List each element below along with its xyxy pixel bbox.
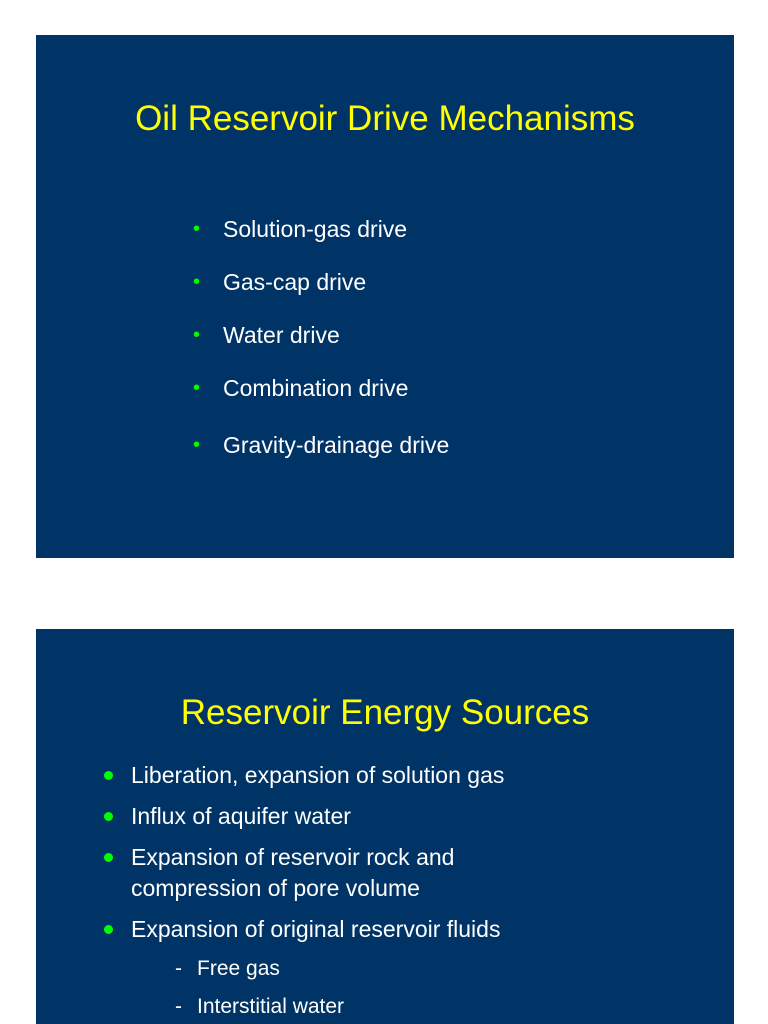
list-item [193,215,693,243]
bullet-list [193,215,693,485]
list-item-text: Gravity-drainage drive [223,432,450,458]
sub-list-item-text: Free gas [197,957,280,980]
sub-list-item-text: Interstitial water [197,995,345,1018]
list-item-text: compression of pore volume [131,875,420,901]
slide-title: Oil Reservoir Drive Mechanisms [135,99,635,138]
slide-drive-mechanisms [36,35,734,558]
bullet-icon [104,925,113,934]
list-item [193,431,693,459]
list-item-text: Combination drive [223,375,409,401]
bullet-icon: • [193,324,201,346]
bullet-icon: • [193,434,201,456]
bullet-icon [104,853,113,862]
list-item [193,374,693,402]
list-item-text: Expansion of original reservoir fluids [131,916,501,942]
list-item-text: Liberation, expansion of solution gas [131,762,505,788]
list-item [193,321,693,349]
slide-energy-sources [36,629,734,1024]
list-item-text: Influx of aquifer water [131,803,351,829]
bullet-icon [104,812,113,821]
bullet-icon: • [193,218,201,240]
list-item-text: Solution-gas drive [223,216,408,242]
bullet-list [100,760,720,1024]
bullet-icon [104,771,113,780]
list-item-text: Gas-cap drive [223,269,367,295]
bullet-icon: • [193,377,201,399]
dash-icon: - [175,957,182,980]
dash-icon: - [175,995,182,1018]
bullet-icon: • [193,271,201,293]
list-item-text: Water drive [223,322,340,348]
list-item [193,268,693,296]
slide-title: Reservoir Energy Sources [180,693,590,732]
list-item-text: Expansion of reservoir rock and [131,844,455,870]
